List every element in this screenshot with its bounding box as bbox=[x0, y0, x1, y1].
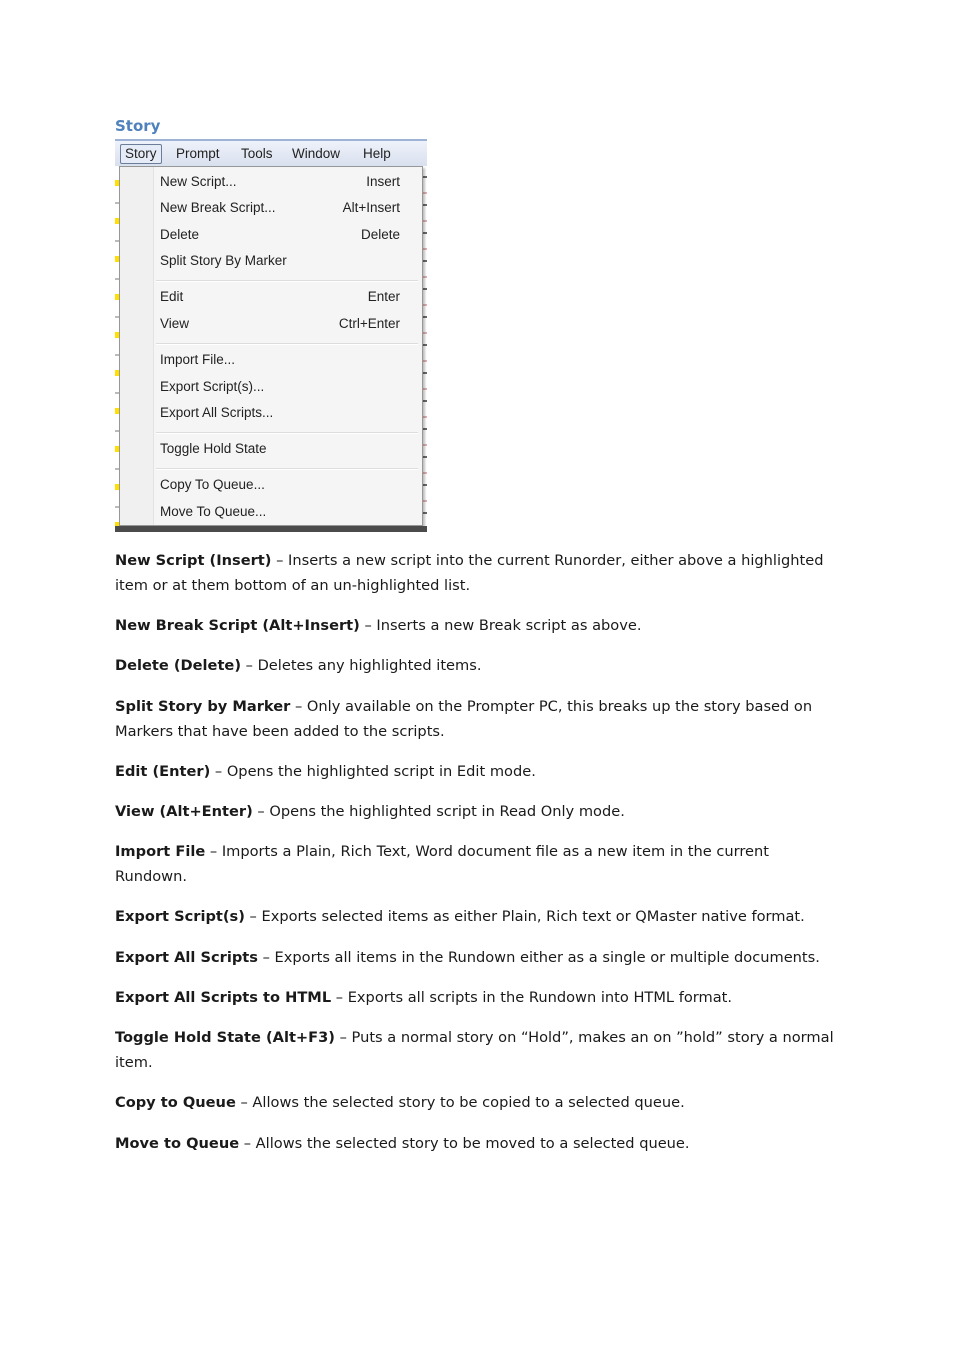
desc-split-story bbox=[115, 695, 835, 744]
menu-story[interactable]: Story bbox=[120, 144, 162, 164]
menu-item-label: Split Story By Marker bbox=[160, 253, 287, 268]
desc-text: – Deletes any highlighted items. bbox=[241, 657, 482, 674]
menu-item-shortcut: Delete bbox=[360, 227, 400, 242]
menu-item-copy-to-queue[interactable] bbox=[160, 475, 400, 495]
menu-item-export-scripts[interactable] bbox=[160, 377, 400, 397]
desc-term: Toggle Hold State (Alt+F3) bbox=[115, 1029, 335, 1046]
menu-tools[interactable]: Tools bbox=[241, 146, 273, 161]
desc-export-scripts bbox=[115, 905, 835, 930]
desc-text: – Exports all scripts in the Rundown into HTML format. bbox=[331, 989, 733, 1006]
desc-text: – Imports a Plain, Rich Text, Word document file as a new item in the current Rundown. bbox=[115, 843, 770, 885]
desc-toggle-hold bbox=[115, 1026, 835, 1075]
menu-item-label: New Break Script... bbox=[160, 200, 276, 215]
menu-item-delete[interactable] bbox=[160, 225, 400, 245]
desc-copy-to-queue bbox=[115, 1091, 835, 1116]
menu-item-shortcut: Enter bbox=[367, 289, 400, 304]
menu-item-label: Import File... bbox=[160, 352, 236, 367]
desc-term: View (Alt+Enter) bbox=[115, 803, 253, 820]
menu-item-label: Copy To Queue... bbox=[160, 477, 265, 492]
menu-item-import-file[interactable] bbox=[160, 350, 400, 370]
menu-bar bbox=[115, 139, 427, 166]
menu-item-label: Toggle Hold State bbox=[160, 441, 267, 456]
desc-new-break-script bbox=[115, 614, 835, 639]
desc-term: New Script (Insert) bbox=[115, 552, 272, 569]
desc-term: Export All Scripts bbox=[115, 949, 258, 966]
desc-text: – Allows the selected story to be copied to a selected queue. bbox=[235, 1094, 685, 1111]
desc-term: Export All Scripts to HTML bbox=[115, 989, 332, 1006]
menu-item-edit[interactable] bbox=[160, 287, 400, 307]
desc-text: – Puts a normal story on “Hold”, makes an on ”hold” story a normal item. bbox=[115, 1029, 834, 1071]
desc-text: – Inserts a new script into the current Runorder, either above a highlighted item or at them bottom of an un-highlighted list. bbox=[115, 552, 824, 594]
desc-text: – Allows the selected story to be moved to a selected queue. bbox=[239, 1135, 690, 1152]
desc-text: – Opens the highlighted script in Edit mode. bbox=[210, 763, 536, 780]
desc-term: Edit (Enter) bbox=[115, 763, 211, 780]
desc-term: Copy to Queue bbox=[115, 1094, 236, 1111]
desc-export-html bbox=[115, 986, 835, 1011]
desc-delete bbox=[115, 654, 835, 679]
desc-term: Export Script(s) bbox=[115, 908, 245, 925]
menu-separator bbox=[156, 468, 418, 470]
menu-item-view[interactable] bbox=[160, 314, 400, 334]
menu-item-label: Edit bbox=[160, 289, 184, 304]
desc-move-to-queue bbox=[115, 1132, 835, 1157]
menu-item-label: Move To Queue... bbox=[160, 504, 267, 519]
desc-term: New Break Script (Alt+Insert) bbox=[115, 617, 360, 634]
desc-import-file bbox=[115, 840, 835, 889]
menu-item-export-all-scripts[interactable] bbox=[160, 403, 400, 423]
menu-item-move-to-queue[interactable] bbox=[160, 502, 400, 522]
menu-icon-gutter bbox=[120, 167, 154, 525]
menu-item-shortcut: Ctrl+Enter bbox=[338, 316, 400, 331]
menu-item-split-story[interactable] bbox=[160, 251, 400, 271]
menu-item-shortcut: Alt+Insert bbox=[342, 200, 400, 215]
menu-item-label: Export All Scripts... bbox=[160, 405, 274, 420]
desc-new-script bbox=[115, 549, 835, 598]
desc-text: – Inserts a new Break script as above. bbox=[359, 617, 642, 634]
menu-prompt[interactable]: Prompt bbox=[176, 146, 220, 161]
desc-text: – Opens the highlighted script in Read Only mode. bbox=[252, 803, 625, 820]
menu-item-label: New Script... bbox=[160, 174, 237, 189]
screenshot-bottom-edge bbox=[115, 526, 427, 532]
desc-term: Split Story by Marker bbox=[115, 698, 291, 715]
desc-edit bbox=[115, 760, 835, 785]
menu-item-shortcut: Insert bbox=[366, 174, 400, 189]
section-heading: Story bbox=[115, 117, 161, 135]
menu-item-label: Delete bbox=[160, 227, 200, 242]
story-dropdown-menu bbox=[119, 166, 423, 526]
desc-text: – Exports selected items as either Plain, Rich text or QMaster native format. bbox=[244, 908, 805, 925]
desc-term: Import File bbox=[115, 843, 206, 860]
desc-term: Move to Queue bbox=[115, 1135, 240, 1152]
menu-item-new-script[interactable] bbox=[160, 172, 400, 192]
desc-text: – Exports all items in the Rundown either as a single or multiple documents. bbox=[257, 949, 820, 966]
menu-separator bbox=[156, 280, 418, 282]
story-menu-screenshot bbox=[115, 139, 427, 532]
menu-window[interactable]: Window bbox=[292, 146, 341, 161]
desc-text: – Only available on the Prompter PC, this breaks up the story based on Markers that have been added to the scripts. bbox=[115, 698, 813, 740]
desc-view bbox=[115, 800, 835, 825]
menu-item-new-break-script[interactable] bbox=[160, 198, 400, 218]
menu-help[interactable]: Help bbox=[363, 146, 391, 161]
menu-separator bbox=[156, 432, 418, 434]
desc-term: Delete (Delete) bbox=[115, 657, 241, 674]
menu-item-label: Export Script(s)... bbox=[160, 379, 265, 394]
menu-separator bbox=[156, 343, 418, 345]
desc-export-all-scripts bbox=[115, 946, 835, 971]
menu-item-toggle-hold[interactable] bbox=[160, 439, 400, 459]
menu-item-label: View bbox=[160, 316, 190, 331]
